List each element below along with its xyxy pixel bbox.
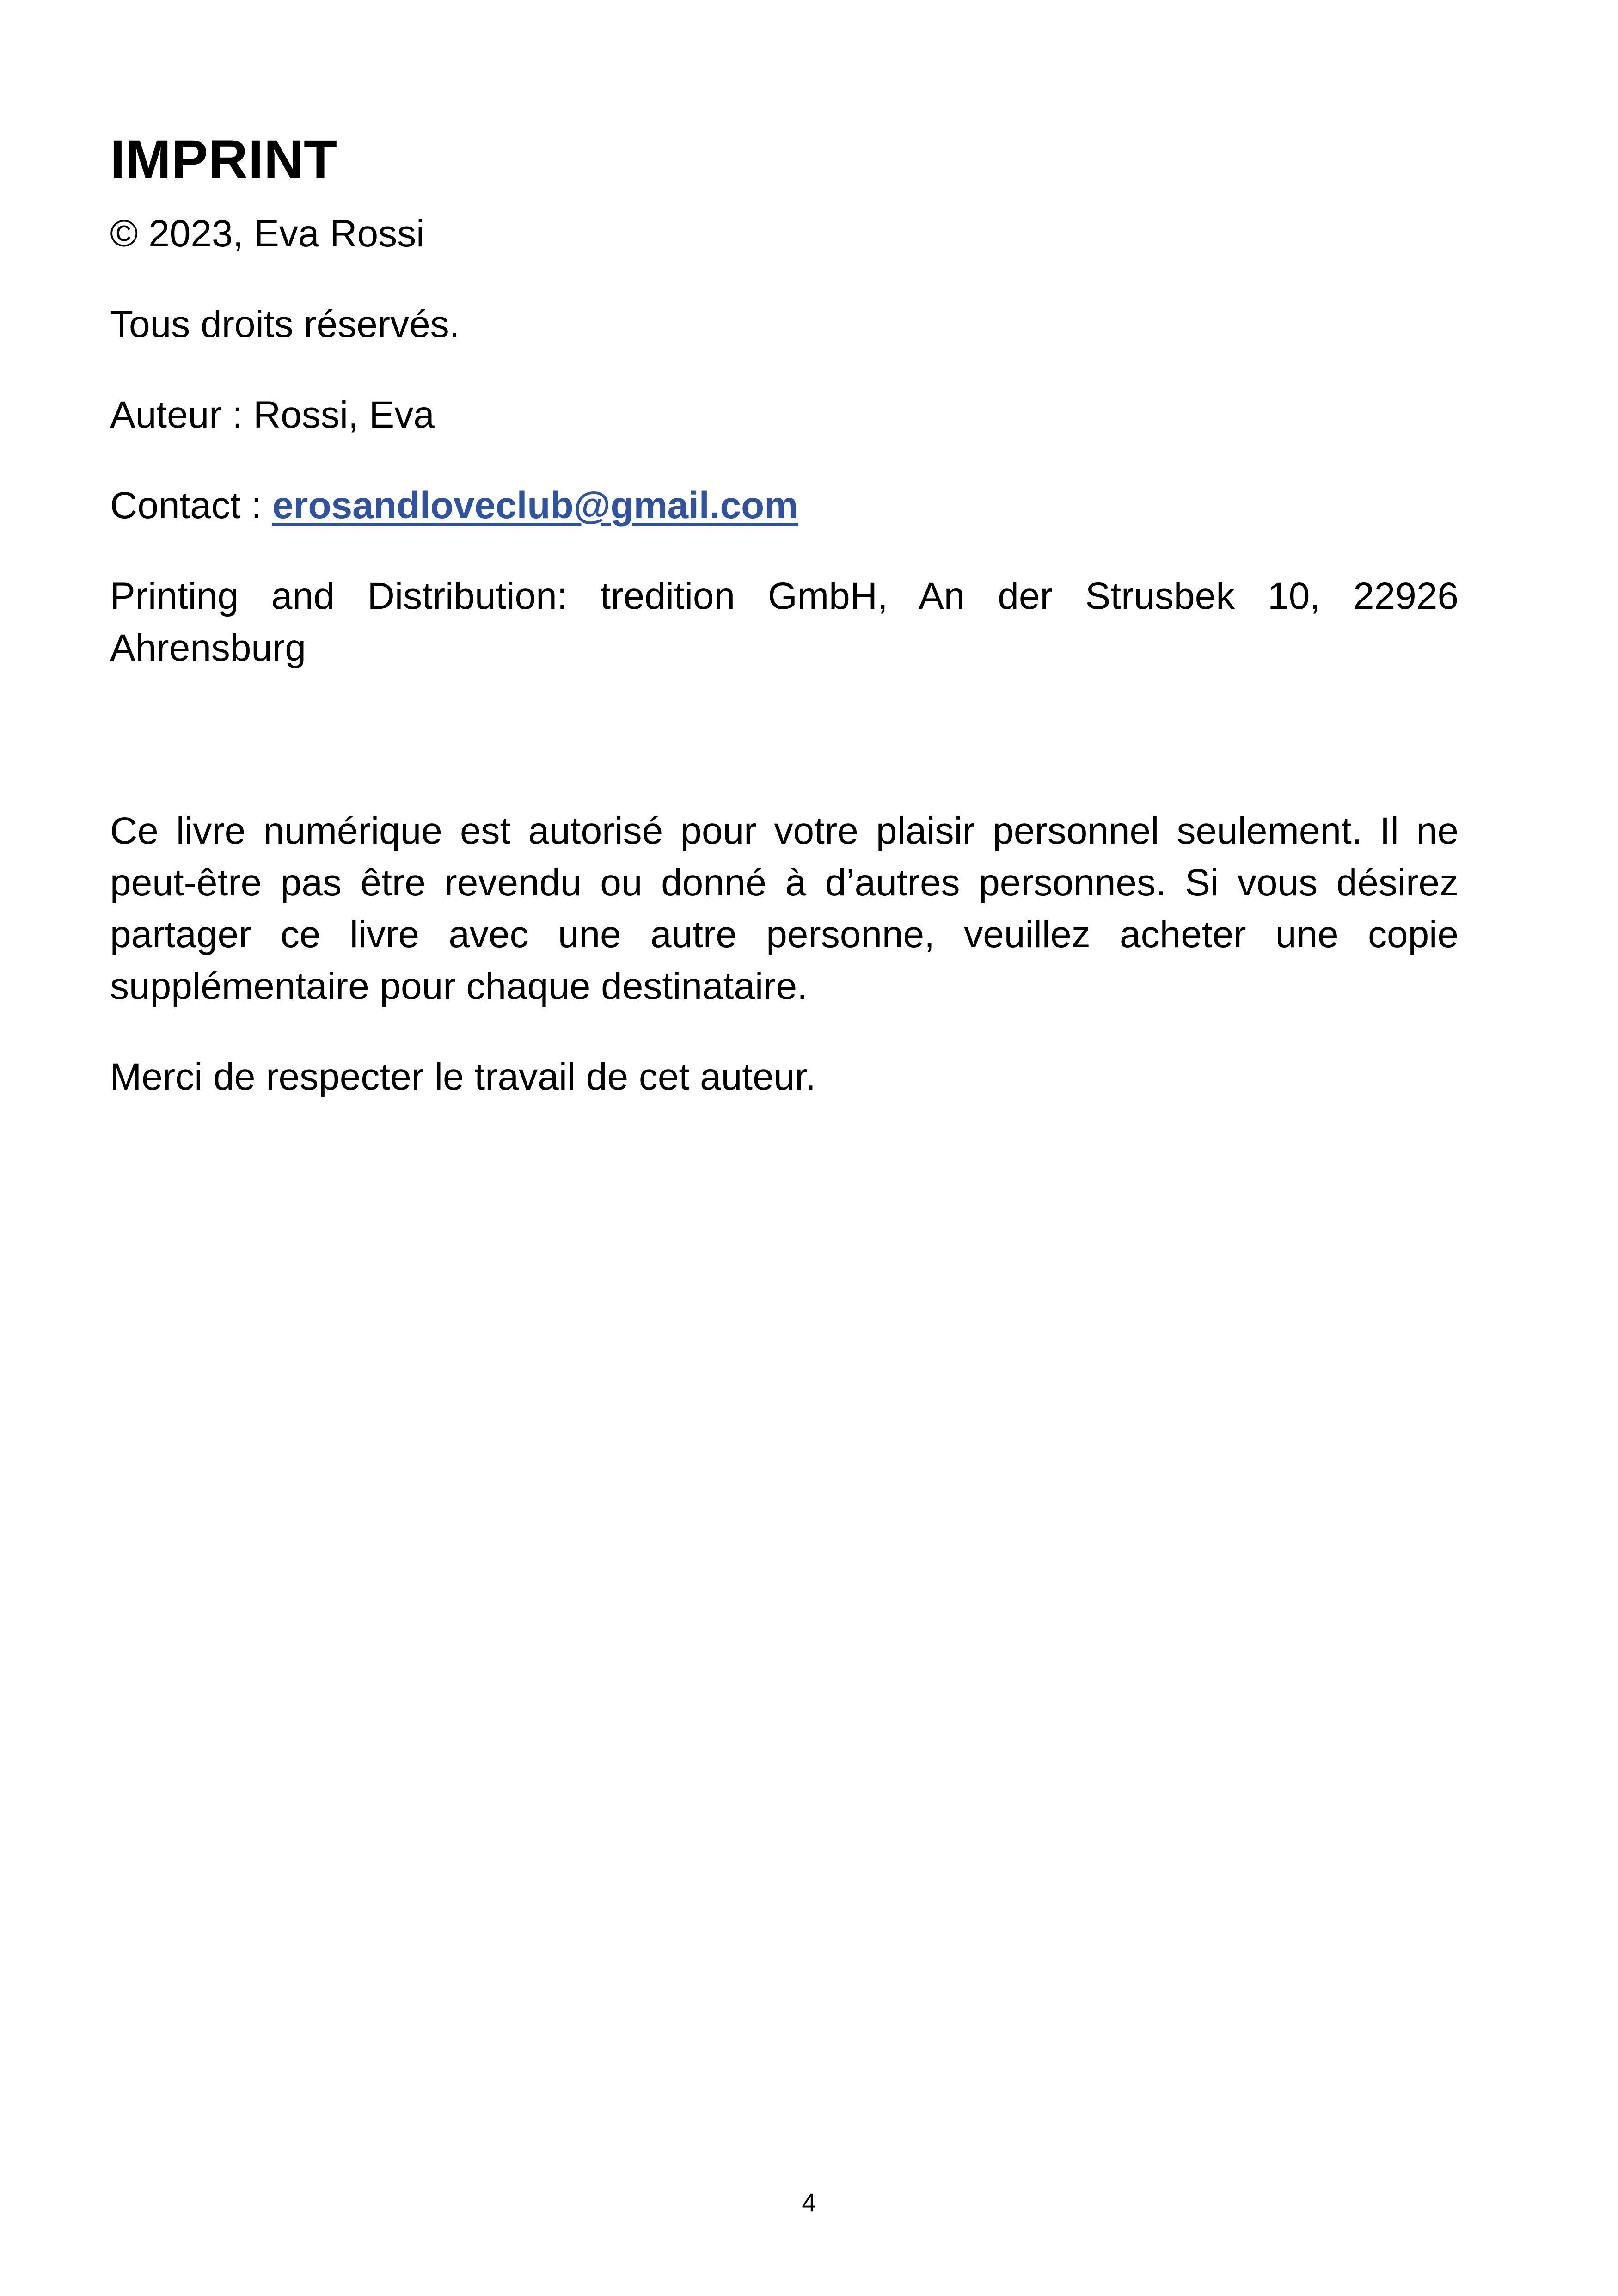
- page-number: 4: [802, 2188, 816, 2217]
- thanks-line: Merci de respecter le travail de cet auteur.: [110, 1056, 816, 1098]
- imprint-content: [110, 125, 1459, 1142]
- spacer: [110, 713, 1459, 805]
- page-title: IMPRINT: [110, 129, 338, 190]
- contact-label: Contact :: [110, 484, 272, 527]
- contact-line: [110, 480, 1459, 532]
- author-line: Auteur : Rossi, Eva: [110, 394, 435, 436]
- copyright-line: © 2023, Eva Rossi: [110, 213, 425, 255]
- printing-distribution: Printing and Distribution: tredition GmbH, An der Strusbek 10, 22926 Ahrensburg: [110, 575, 1459, 669]
- rights-line: Tous droits réservés.: [110, 303, 460, 345]
- contact-email-link[interactable]: erosandloveclub@gmail.com: [272, 484, 798, 527]
- license-notice: Ce livre numérique est autorisé pour votre plaisir personnel seulement. Il ne peut-être pas être revendu ou donné à d’autres personnes. Si vous désirez partager ce livre avec une autre personne, veuillez acheter une copie supplémentaire pour chaque destinataire.: [110, 810, 1459, 1007]
